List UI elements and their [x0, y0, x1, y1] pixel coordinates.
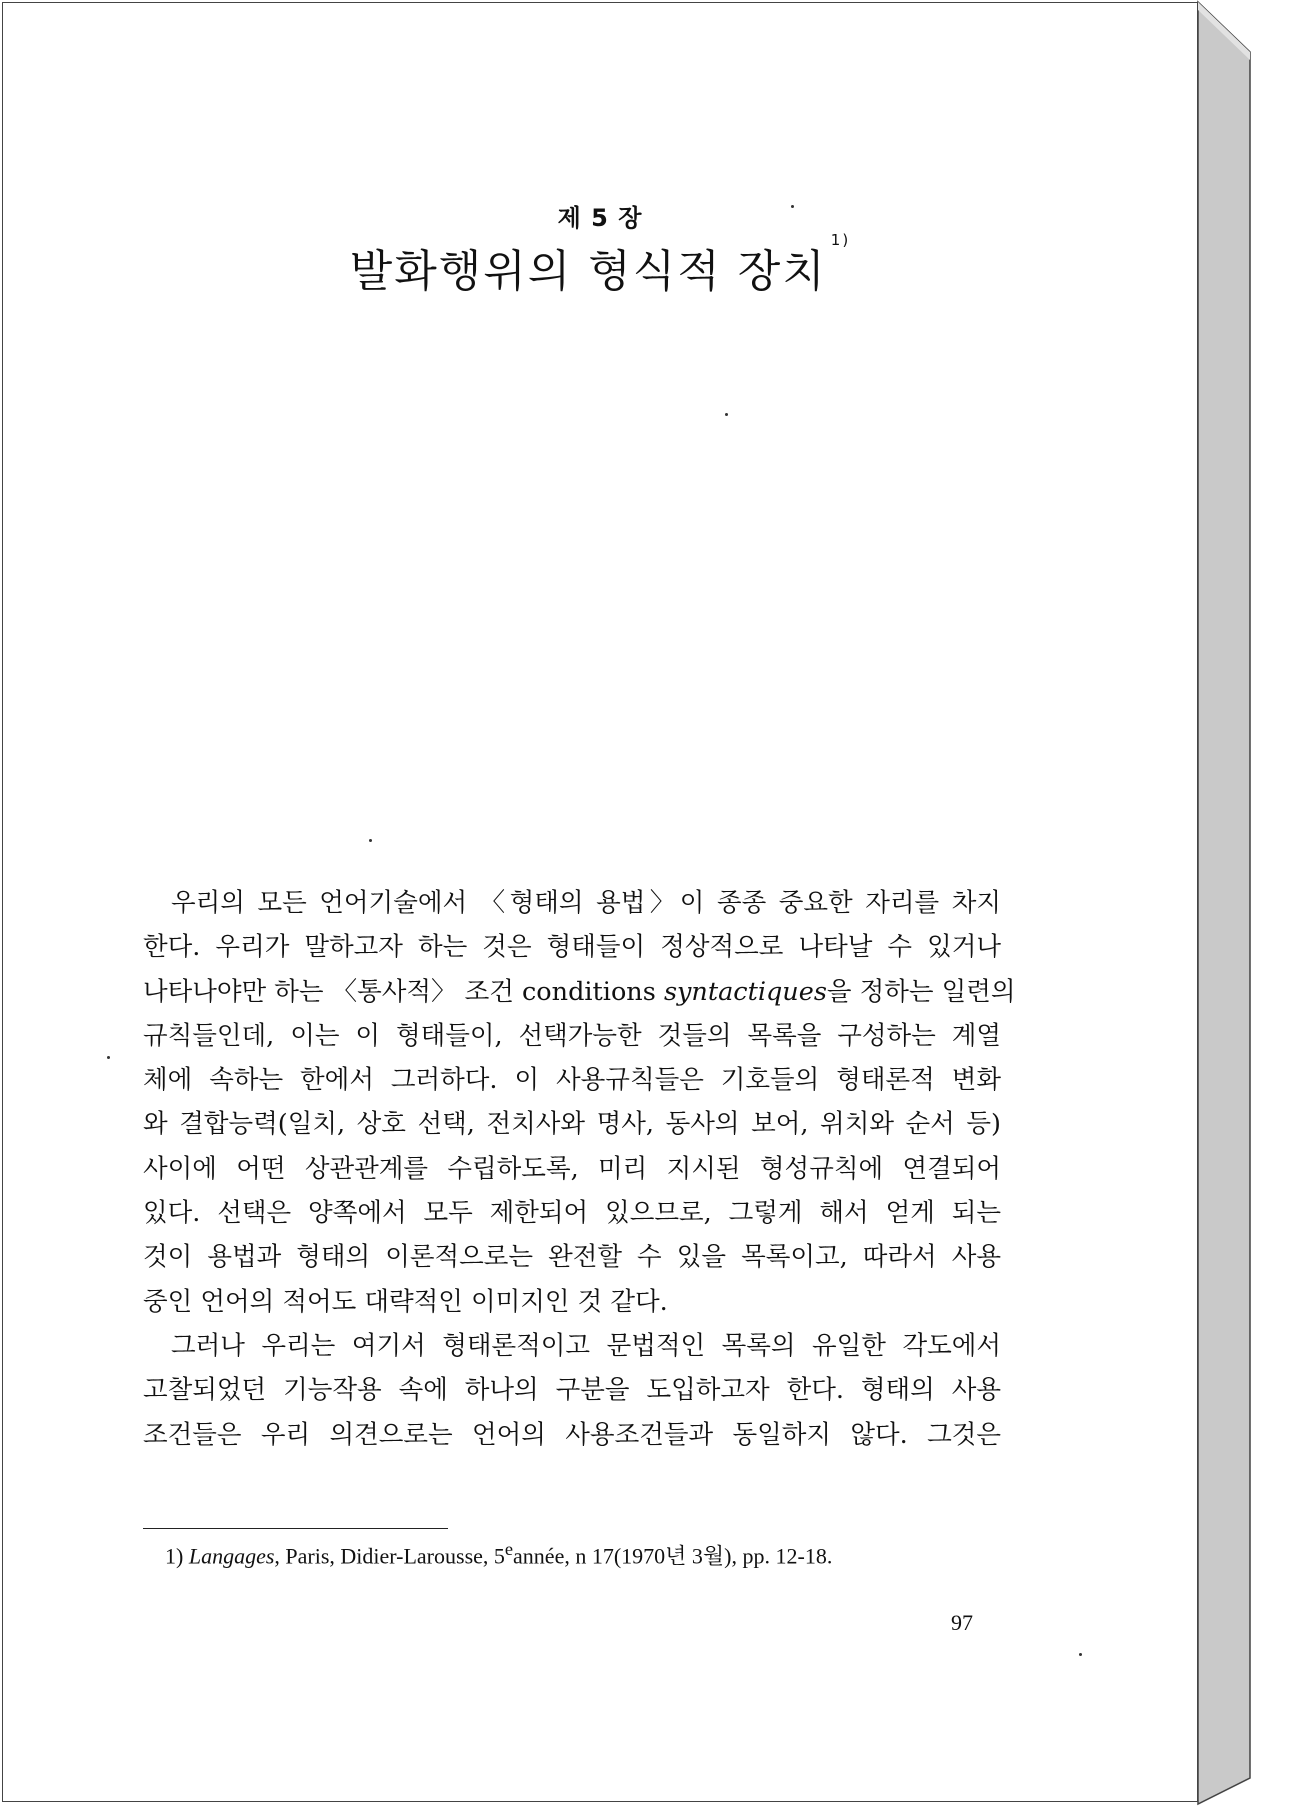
text-line: 우리의 모든 언어기술에서 〈형태의 용법〉이 종종 중요한 자리를 차지 [171, 888, 1001, 918]
text-line: 것이 용법과 형태의 이론적으로는 완전할 수 있을 목록이고, 따라서 사용 [143, 1242, 1001, 1273]
footnote [165, 1533, 832, 1572]
text-line: 조건들은 우리 의견으로는 언어의 사용조건들과 동일하지 않다. 그것은 [143, 1419, 1001, 1450]
speck [369, 839, 372, 842]
text-line: 그러나 우리는 여기서 형태론적이고 문법적인 목록의 유일한 각도에서 [171, 1330, 1001, 1361]
footnote-journal: Langages [188, 1543, 275, 1569]
text-line: 중인 언어의 적어도 대략적인 이미지인 것 같다. [143, 1286, 668, 1317]
text-line: 와 결합능력(일치, 상호 선택, 전치사와 명사, 동사의 보어, 위치와 순서 등) [143, 1109, 1001, 1140]
chapter-title-text: 발화행위의 형식적 장치 [349, 246, 827, 297]
footnote-superscript: e [504, 1539, 514, 1559]
chapter-title [3, 231, 1197, 299]
paragraph-2 [143, 1324, 1001, 1457]
text-line: 사이에 어떤 상관관계를 수립하도록, 미리 지시된 형성규칙에 연결되어 [143, 1153, 1001, 1184]
page-sheet [2, 2, 1198, 1802]
speck [107, 1056, 110, 1059]
chapter-number: 제 5 장 [557, 204, 643, 232]
footnote-mark: 1) [165, 1543, 184, 1569]
text-segment: 나타나야만 하는 〈통사적〉 조건 conditions [143, 976, 664, 1007]
text-line: 규칙들인데, 이는 이 형태들이, 선택가능한 것들의 목록을 구성하는 계열 [143, 1020, 1001, 1051]
italic-term: syntactiques [663, 976, 827, 1007]
speck [725, 413, 728, 416]
speck [1079, 1653, 1082, 1656]
footnote-divider [143, 1528, 448, 1529]
body-text [143, 881, 1016, 1457]
text-line [143, 970, 1016, 1014]
footnote-text: , Paris, Didier-Larousse, 5 [274, 1543, 505, 1569]
text-line: 체에 속하는 한에서 그러하다. 이 사용규칙들은 기호들의 형태론적 변화 [143, 1065, 1001, 1096]
text-segment: 을 정하는 일련의 [826, 976, 1016, 1007]
text-line: 있다. 선택은 양쪽에서 모두 제한되어 있으므로, 그렇게 해서 얻게 되는 [143, 1198, 1001, 1229]
page-number: 97 [951, 1610, 973, 1635]
text-line: 고찰되었던 기능작용 속에 하나의 구분을 도입하고자 한다. 형태의 사용 [143, 1375, 1001, 1406]
speck [791, 205, 794, 208]
footnote-reference[interactable]: 1) [830, 231, 851, 249]
text-line: 한다. 우리가 말하고자 하는 것은 형태들이 정상적으로 나타날 수 있거나 [143, 932, 1001, 963]
paragraph-1 [143, 881, 1016, 1324]
footnote-text: année, n 17(1970년 3월), pp. 12-18. [513, 1543, 833, 1569]
